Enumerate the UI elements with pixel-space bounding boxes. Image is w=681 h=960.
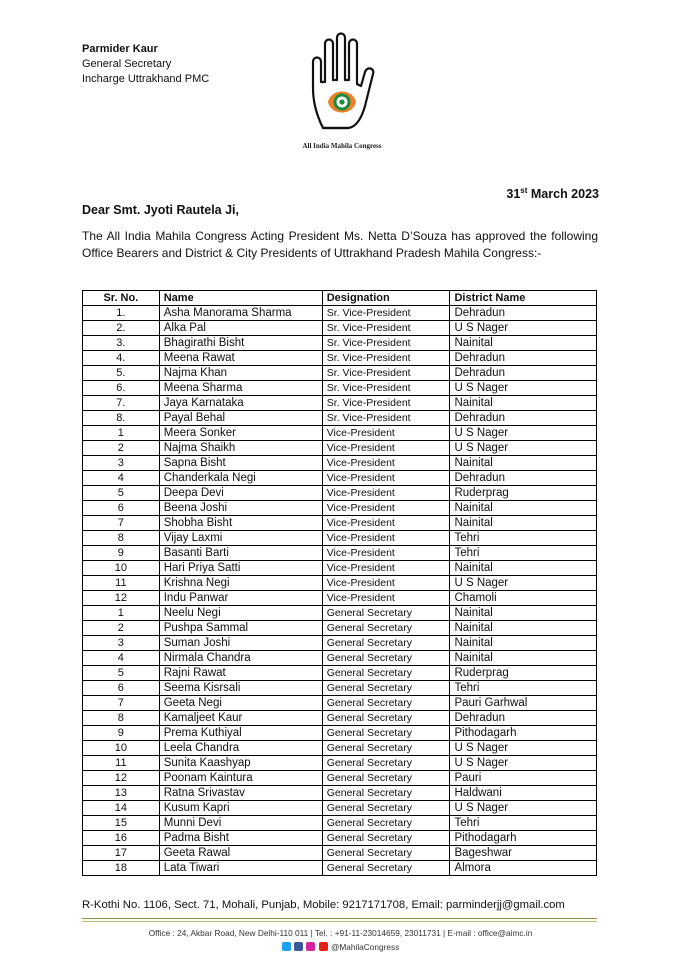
row-name: Meera Sonker (159, 426, 322, 441)
header-sr-no: Sr. No. (83, 291, 160, 306)
row-sr-no: 2 (83, 621, 160, 636)
hand-icon (303, 32, 381, 140)
row-name: Hari Priya Satti (159, 561, 322, 576)
row-sr-no: 14 (83, 801, 160, 816)
congress-logo (292, 32, 392, 150)
date-day: 31 (506, 187, 521, 202)
row-sr-no: 10 (83, 741, 160, 756)
row-district: U S Nager (450, 321, 597, 336)
row-designation: General Secretary (322, 666, 450, 681)
row-sr-no: 17 (83, 846, 160, 861)
row-designation: General Secretary (322, 801, 450, 816)
row-name: Sunita Kaashyap (159, 756, 322, 771)
table-row (83, 846, 597, 861)
table-row (83, 531, 597, 546)
row-designation: Sr. Vice-President (322, 321, 450, 336)
twitter-icon (282, 942, 291, 951)
row-district: U S Nager (450, 426, 597, 441)
row-district: Pauri (450, 771, 597, 786)
table-row (83, 486, 597, 501)
row-name: Geeta Negi (159, 696, 322, 711)
row-designation: Vice-President (322, 486, 450, 501)
row-district: Nainital (450, 651, 597, 666)
table-row (83, 516, 597, 531)
sender-title: General Secretary (82, 58, 172, 70)
row-designation: General Secretary (322, 621, 450, 636)
table-row (83, 861, 597, 876)
row-sr-no: 16 (83, 831, 160, 846)
table-row (83, 801, 597, 816)
social-handle: @MahilaCongress (330, 942, 400, 952)
row-sr-no: 1 (83, 606, 160, 621)
row-name: Deepa Devi (159, 486, 322, 501)
row-designation: Vice-President (322, 501, 450, 516)
row-sr-no: 5 (83, 486, 160, 501)
row-district: Almora (450, 861, 597, 876)
row-name: Neelu Negi (159, 606, 322, 621)
footer-rule-secondary (82, 921, 597, 922)
row-district: Ruderprag (450, 486, 597, 501)
row-sr-no: 3 (83, 456, 160, 471)
letter-date (506, 186, 599, 201)
row-name: Rajni Rawat (159, 666, 322, 681)
table-header-row (83, 291, 597, 306)
row-sr-no: 5. (83, 366, 160, 381)
row-name: Payal Behal (159, 411, 322, 426)
row-district: U S Nager (450, 441, 597, 456)
row-sr-no: 10 (83, 561, 160, 576)
header-designation: Designation (322, 291, 450, 306)
row-designation: Vice-President (322, 516, 450, 531)
row-sr-no: 7 (83, 516, 160, 531)
table-body (83, 306, 597, 876)
row-district: Ruderprag (450, 666, 597, 681)
header-district: District Name (450, 291, 597, 306)
row-designation: Vice-President (322, 456, 450, 471)
row-district: Haldwani (450, 786, 597, 801)
row-designation: Sr. Vice-President (322, 366, 450, 381)
row-name: Jaya Karnataka (159, 396, 322, 411)
table-row (83, 741, 597, 756)
row-designation: Vice-President (322, 561, 450, 576)
org-name: All India Mahila Congress (302, 142, 382, 150)
row-designation: Sr. Vice-President (322, 336, 450, 351)
row-sr-no: 7. (83, 396, 160, 411)
row-sr-no: 1 (83, 426, 160, 441)
row-name: Leela Chandra (159, 741, 322, 756)
row-name: Padma Bisht (159, 831, 322, 846)
table-row (83, 636, 597, 651)
row-sr-no: 4. (83, 351, 160, 366)
row-name: Najma Shaikh (159, 441, 322, 456)
row-district: Pithodagarh (450, 831, 597, 846)
row-name: Munni Devi (159, 816, 322, 831)
row-name: Vijay Laxmi (159, 531, 322, 546)
row-designation: Sr. Vice-President (322, 351, 450, 366)
table-row (83, 351, 597, 366)
row-sr-no: 18 (83, 861, 160, 876)
row-sr-no: 8. (83, 411, 160, 426)
row-designation: Vice-President (322, 471, 450, 486)
social-links (0, 942, 681, 952)
row-sr-no: 3. (83, 336, 160, 351)
row-district: Tehri (450, 681, 597, 696)
sender-address: R-Kothi No. 1106, Sect. 71, Mohali, Punjab, Mobile: 9217171708, Email: parminderjj@gmail.com (82, 899, 565, 911)
table-row (83, 546, 597, 561)
row-name: Asha Manorama Sharma (159, 306, 322, 321)
table-row (83, 411, 597, 426)
row-designation: General Secretary (322, 786, 450, 801)
table-row (83, 681, 597, 696)
row-district: Nainital (450, 606, 597, 621)
table-row (83, 336, 597, 351)
table-row (83, 831, 597, 846)
row-district: U S Nager (450, 381, 597, 396)
table-row (83, 381, 597, 396)
row-designation: General Secretary (322, 816, 450, 831)
youtube-icon (319, 942, 328, 951)
row-sr-no: 9 (83, 546, 160, 561)
row-name: Krishna Negi (159, 576, 322, 591)
row-sr-no: 15 (83, 816, 160, 831)
row-designation: General Secretary (322, 741, 450, 756)
row-district: U S Nager (450, 741, 597, 756)
row-name: Kusum Kapri (159, 801, 322, 816)
date-suffix: st (520, 186, 528, 195)
row-sr-no: 8 (83, 531, 160, 546)
row-name: Kamaljeet Kaur (159, 711, 322, 726)
row-name: Seema Kisrsali (159, 681, 322, 696)
row-designation: General Secretary (322, 711, 450, 726)
row-name: Chanderkala Negi (159, 471, 322, 486)
table-row (83, 756, 597, 771)
row-district: Pauri Garhwal (450, 696, 597, 711)
row-name: Ratna Srivastav (159, 786, 322, 801)
row-sr-no: 7 (83, 696, 160, 711)
row-designation: Vice-President (322, 546, 450, 561)
table-row (83, 771, 597, 786)
header-name: Name (159, 291, 322, 306)
row-sr-no: 11 (83, 576, 160, 591)
row-district: Nainital (450, 336, 597, 351)
row-name: Alka Pal (159, 321, 322, 336)
table-row (83, 561, 597, 576)
row-name: Basanti Barti (159, 546, 322, 561)
table-row (83, 471, 597, 486)
table-row (83, 666, 597, 681)
row-district: Dehradun (450, 711, 597, 726)
row-name: Meena Rawat (159, 351, 322, 366)
table-row (83, 591, 597, 606)
row-district: Dehradun (450, 471, 597, 486)
row-district: Tehri (450, 531, 597, 546)
row-sr-no: 1. (83, 306, 160, 321)
row-district: Nainital (450, 396, 597, 411)
row-district: Bageshwar (450, 846, 597, 861)
row-designation: Vice-President (322, 531, 450, 546)
row-designation: Vice-President (322, 591, 450, 606)
row-sr-no: 13 (83, 786, 160, 801)
intro-paragraph: The All India Mahila Congress Acting President Ms. Netta D’Souza has approved the following Office Bearers and District & City Presidents of Uttrakhand Pradesh Mahila Congress:- (82, 229, 598, 260)
row-district: Dehradun (450, 351, 597, 366)
date-rest: March 2023 (527, 187, 599, 202)
table-row (83, 786, 597, 801)
table-row (83, 306, 597, 321)
row-name: Beena Joshi (159, 501, 322, 516)
row-name: Nirmala Chandra (159, 651, 322, 666)
row-designation: General Secretary (322, 846, 450, 861)
row-designation: General Secretary (322, 831, 450, 846)
row-name: Bhagirathi Bisht (159, 336, 322, 351)
row-name: Geeta Rawal (159, 846, 322, 861)
row-district: U S Nager (450, 756, 597, 771)
footer-rule (82, 918, 597, 919)
row-sr-no: 9 (83, 726, 160, 741)
office-bearers-table (82, 290, 597, 876)
row-district: Dehradun (450, 306, 597, 321)
row-designation: Sr. Vice-President (322, 381, 450, 396)
salutation: Dear Smt. Jyoti Rautela Ji, (82, 203, 240, 217)
table-row (83, 576, 597, 591)
row-designation: General Secretary (322, 636, 450, 651)
sender-block (82, 42, 209, 87)
row-district: Pithodagarh (450, 726, 597, 741)
row-district: Nainital (450, 501, 597, 516)
row-district: Nainital (450, 456, 597, 471)
row-sr-no: 4 (83, 651, 160, 666)
row-name: Najma Khan (159, 366, 322, 381)
row-designation: Sr. Vice-President (322, 411, 450, 426)
row-district: Nainital (450, 636, 597, 651)
table-row (83, 696, 597, 711)
row-name: Shobha Bisht (159, 516, 322, 531)
row-designation: Sr. Vice-President (322, 306, 450, 321)
row-sr-no: 6. (83, 381, 160, 396)
table-row (83, 621, 597, 636)
row-name: Lata Tiwari (159, 861, 322, 876)
row-district: Dehradun (450, 366, 597, 381)
office-address: Office : 24, Akbar Road, New Delhi-110 011 | Tel. : +91-11-23014659, 23011731 | E-mail : office@aimc.in (148, 928, 533, 938)
row-district: Dehradun (450, 411, 597, 426)
row-name: Meena Sharma (159, 381, 322, 396)
row-district: Nainital (450, 516, 597, 531)
sender-charge: Incharge Uttrakhand PMC (82, 73, 210, 85)
row-sr-no: 4 (83, 471, 160, 486)
row-name: Sapna Bisht (159, 456, 322, 471)
row-designation: General Secretary (322, 771, 450, 786)
table-row (83, 321, 597, 336)
table-row (83, 501, 597, 516)
row-district: Nainital (450, 561, 597, 576)
row-district: Chamoli (450, 591, 597, 606)
table-row (83, 816, 597, 831)
table-row (83, 366, 597, 381)
row-name: Prema Kuthiyal (159, 726, 322, 741)
row-designation: General Secretary (322, 726, 450, 741)
sender-name: Parmider Kaur (82, 43, 158, 55)
row-sr-no: 5 (83, 666, 160, 681)
row-sr-no: 11 (83, 756, 160, 771)
row-district: Tehri (450, 816, 597, 831)
table-row (83, 726, 597, 741)
row-designation: General Secretary (322, 651, 450, 666)
table-row (83, 651, 597, 666)
table-row (83, 396, 597, 411)
row-sr-no: 12 (83, 591, 160, 606)
row-name: Indu Panwar (159, 591, 322, 606)
row-district: Nainital (450, 621, 597, 636)
table-row (83, 606, 597, 621)
row-designation: General Secretary (322, 861, 450, 876)
row-designation: Sr. Vice-President (322, 396, 450, 411)
table-row (83, 441, 597, 456)
instagram-icon (306, 942, 315, 951)
table-row (83, 426, 597, 441)
row-designation: General Secretary (322, 681, 450, 696)
row-sr-no: 3 (83, 636, 160, 651)
row-sr-no: 2 (83, 441, 160, 456)
row-sr-no: 2. (83, 321, 160, 336)
row-district: U S Nager (450, 576, 597, 591)
row-designation: Vice-President (322, 441, 450, 456)
table-row (83, 456, 597, 471)
row-sr-no: 6 (83, 501, 160, 516)
row-district: Tehri (450, 546, 597, 561)
row-name: Poonam Kaintura (159, 771, 322, 786)
table-row (83, 711, 597, 726)
row-sr-no: 6 (83, 681, 160, 696)
row-designation: Vice-President (322, 426, 450, 441)
row-district: U S Nager (450, 801, 597, 816)
facebook-icon (294, 942, 303, 951)
row-designation: Vice-President (322, 576, 450, 591)
row-sr-no: 12 (83, 771, 160, 786)
row-designation: General Secretary (322, 696, 450, 711)
row-sr-no: 8 (83, 711, 160, 726)
row-designation: General Secretary (322, 606, 450, 621)
row-designation: General Secretary (322, 756, 450, 771)
row-name: Suman Joshi (159, 636, 322, 651)
row-name: Pushpa Sammal (159, 621, 322, 636)
